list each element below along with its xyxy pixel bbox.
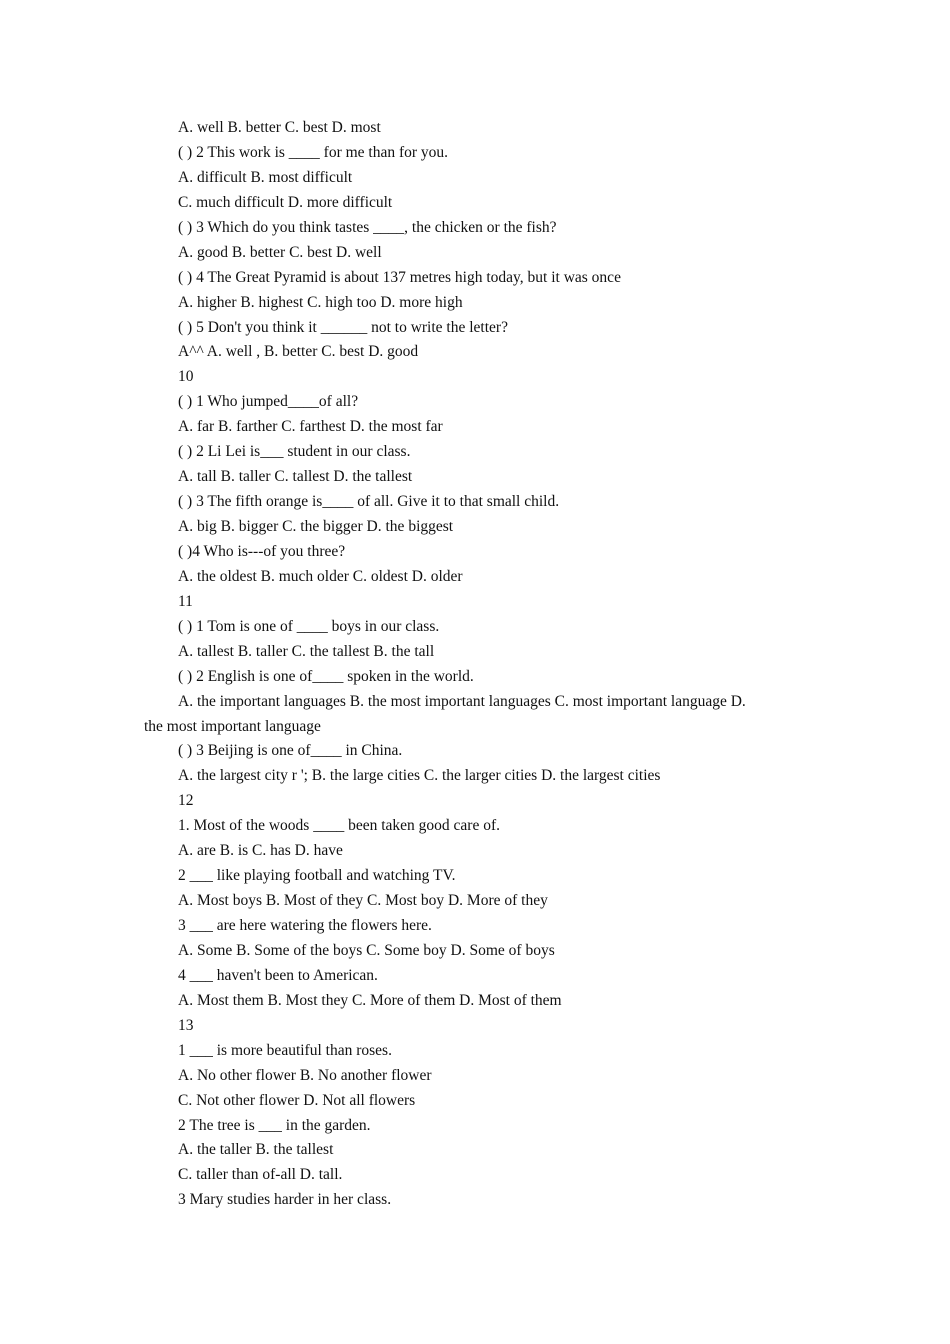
text-line: A. Most them B. Most they C. More of them D. Most of them — [178, 991, 562, 1009]
text-line: ( ) 2 English is one of____ spoken in the world. — [178, 667, 474, 685]
text-line: A. the important languages B. the most important languages C. most important language D. — [178, 692, 746, 710]
text-line: 3 ___ are here watering the flowers here. — [178, 917, 432, 934]
text-line: A. big B. bigger C. the bigger D. the biggest — [178, 518, 454, 535]
text-line: 2 The tree is ___ in the garden. — [178, 1116, 371, 1134]
text-line: 3 Mary studies harder in her class. — [178, 1191, 392, 1209]
text-line: ( ) 3 Beijing is one of____ in China. — [178, 742, 403, 760]
text-line: ( ) 2 This work is ____ for me than for you. — [178, 143, 449, 161]
text-line: 13 — [178, 1016, 194, 1034]
text-line: A. tallest B. taller C. the tallest B. the tall — [178, 642, 435, 660]
text-line: C. Not other flower D. Not all flowers — [178, 1091, 416, 1109]
text-line: C. much difficult D. more difficult — [178, 193, 393, 211]
text-line: A. Most boys B. Most of they C. Most boy D. More of they — [178, 892, 548, 910]
text-line: A^^ A. well , B. better C. best D. good — [178, 343, 419, 361]
text-line: A. the taller B. the tallest — [178, 1141, 334, 1159]
text-line: A. are B. is C. has D. have — [178, 842, 343, 860]
text-line: ( ) 3 The fifth orange is____ of all. Give it to that small child. — [178, 493, 560, 511]
text-line: 1. Most of the woods ____ been taken good care of. — [178, 817, 500, 835]
text-line: A. far B. farther C. farthest D. the most far — [178, 418, 443, 436]
text-line: ( ) 4 The Great Pyramid is about 137 metres high today, but it was once — [178, 268, 621, 286]
text-line: A. tall B. taller C. tallest D. the tallest — [178, 468, 413, 486]
text-line: A. the oldest B. much older C. oldest D. older — [178, 567, 463, 585]
text-line: ( ) 3 Which do you think tastes ____, the chicken or the fish? — [178, 218, 557, 236]
text-line: A. difficult B. most difficult — [178, 168, 353, 186]
text-line: ( ) 1 Who jumped____of all? — [178, 393, 359, 411]
text-line: 10 — [178, 368, 194, 386]
text-line: ( )4 Who is---of you three? — [178, 542, 346, 560]
text-line: A. the largest city r '; B. the large cities C. the larger cities D. the largest cities — [178, 767, 661, 785]
text-line: A. higher B. highest C. high too D. more high — [178, 293, 463, 311]
text-line: 4 ___ haven't been to American. — [178, 966, 378, 984]
text-line: 2 ___ like playing football and watching TV. — [178, 867, 456, 885]
text-line: the most important language — [144, 717, 321, 735]
text-line: ( ) 5 Don't you think it ______ not to write the letter? — [178, 318, 508, 336]
text-line: 1 ___ is more beautiful than roses. — [178, 1041, 392, 1059]
text-line: ( ) 2 Li Lei is___ student in our class. — [178, 443, 411, 461]
text-line: 12 — [178, 792, 194, 810]
text-line: C. taller than of-all D. tall. — [178, 1166, 343, 1184]
text-line: A. No other flower B. No another flower — [178, 1066, 432, 1084]
exercise-text — [144, 116, 814, 1213]
text-line: ( ) 1 Tom is one of ____ boys in our class. — [178, 617, 440, 635]
text-line: A. Some B. Some of the boys C. Some boy D. Some of boys — [178, 941, 555, 959]
text-line: A. well B. better C. best D. most — [178, 119, 381, 136]
text-line: A. good B. better C. best D. well — [178, 243, 382, 261]
text-line: 11 — [178, 592, 193, 610]
